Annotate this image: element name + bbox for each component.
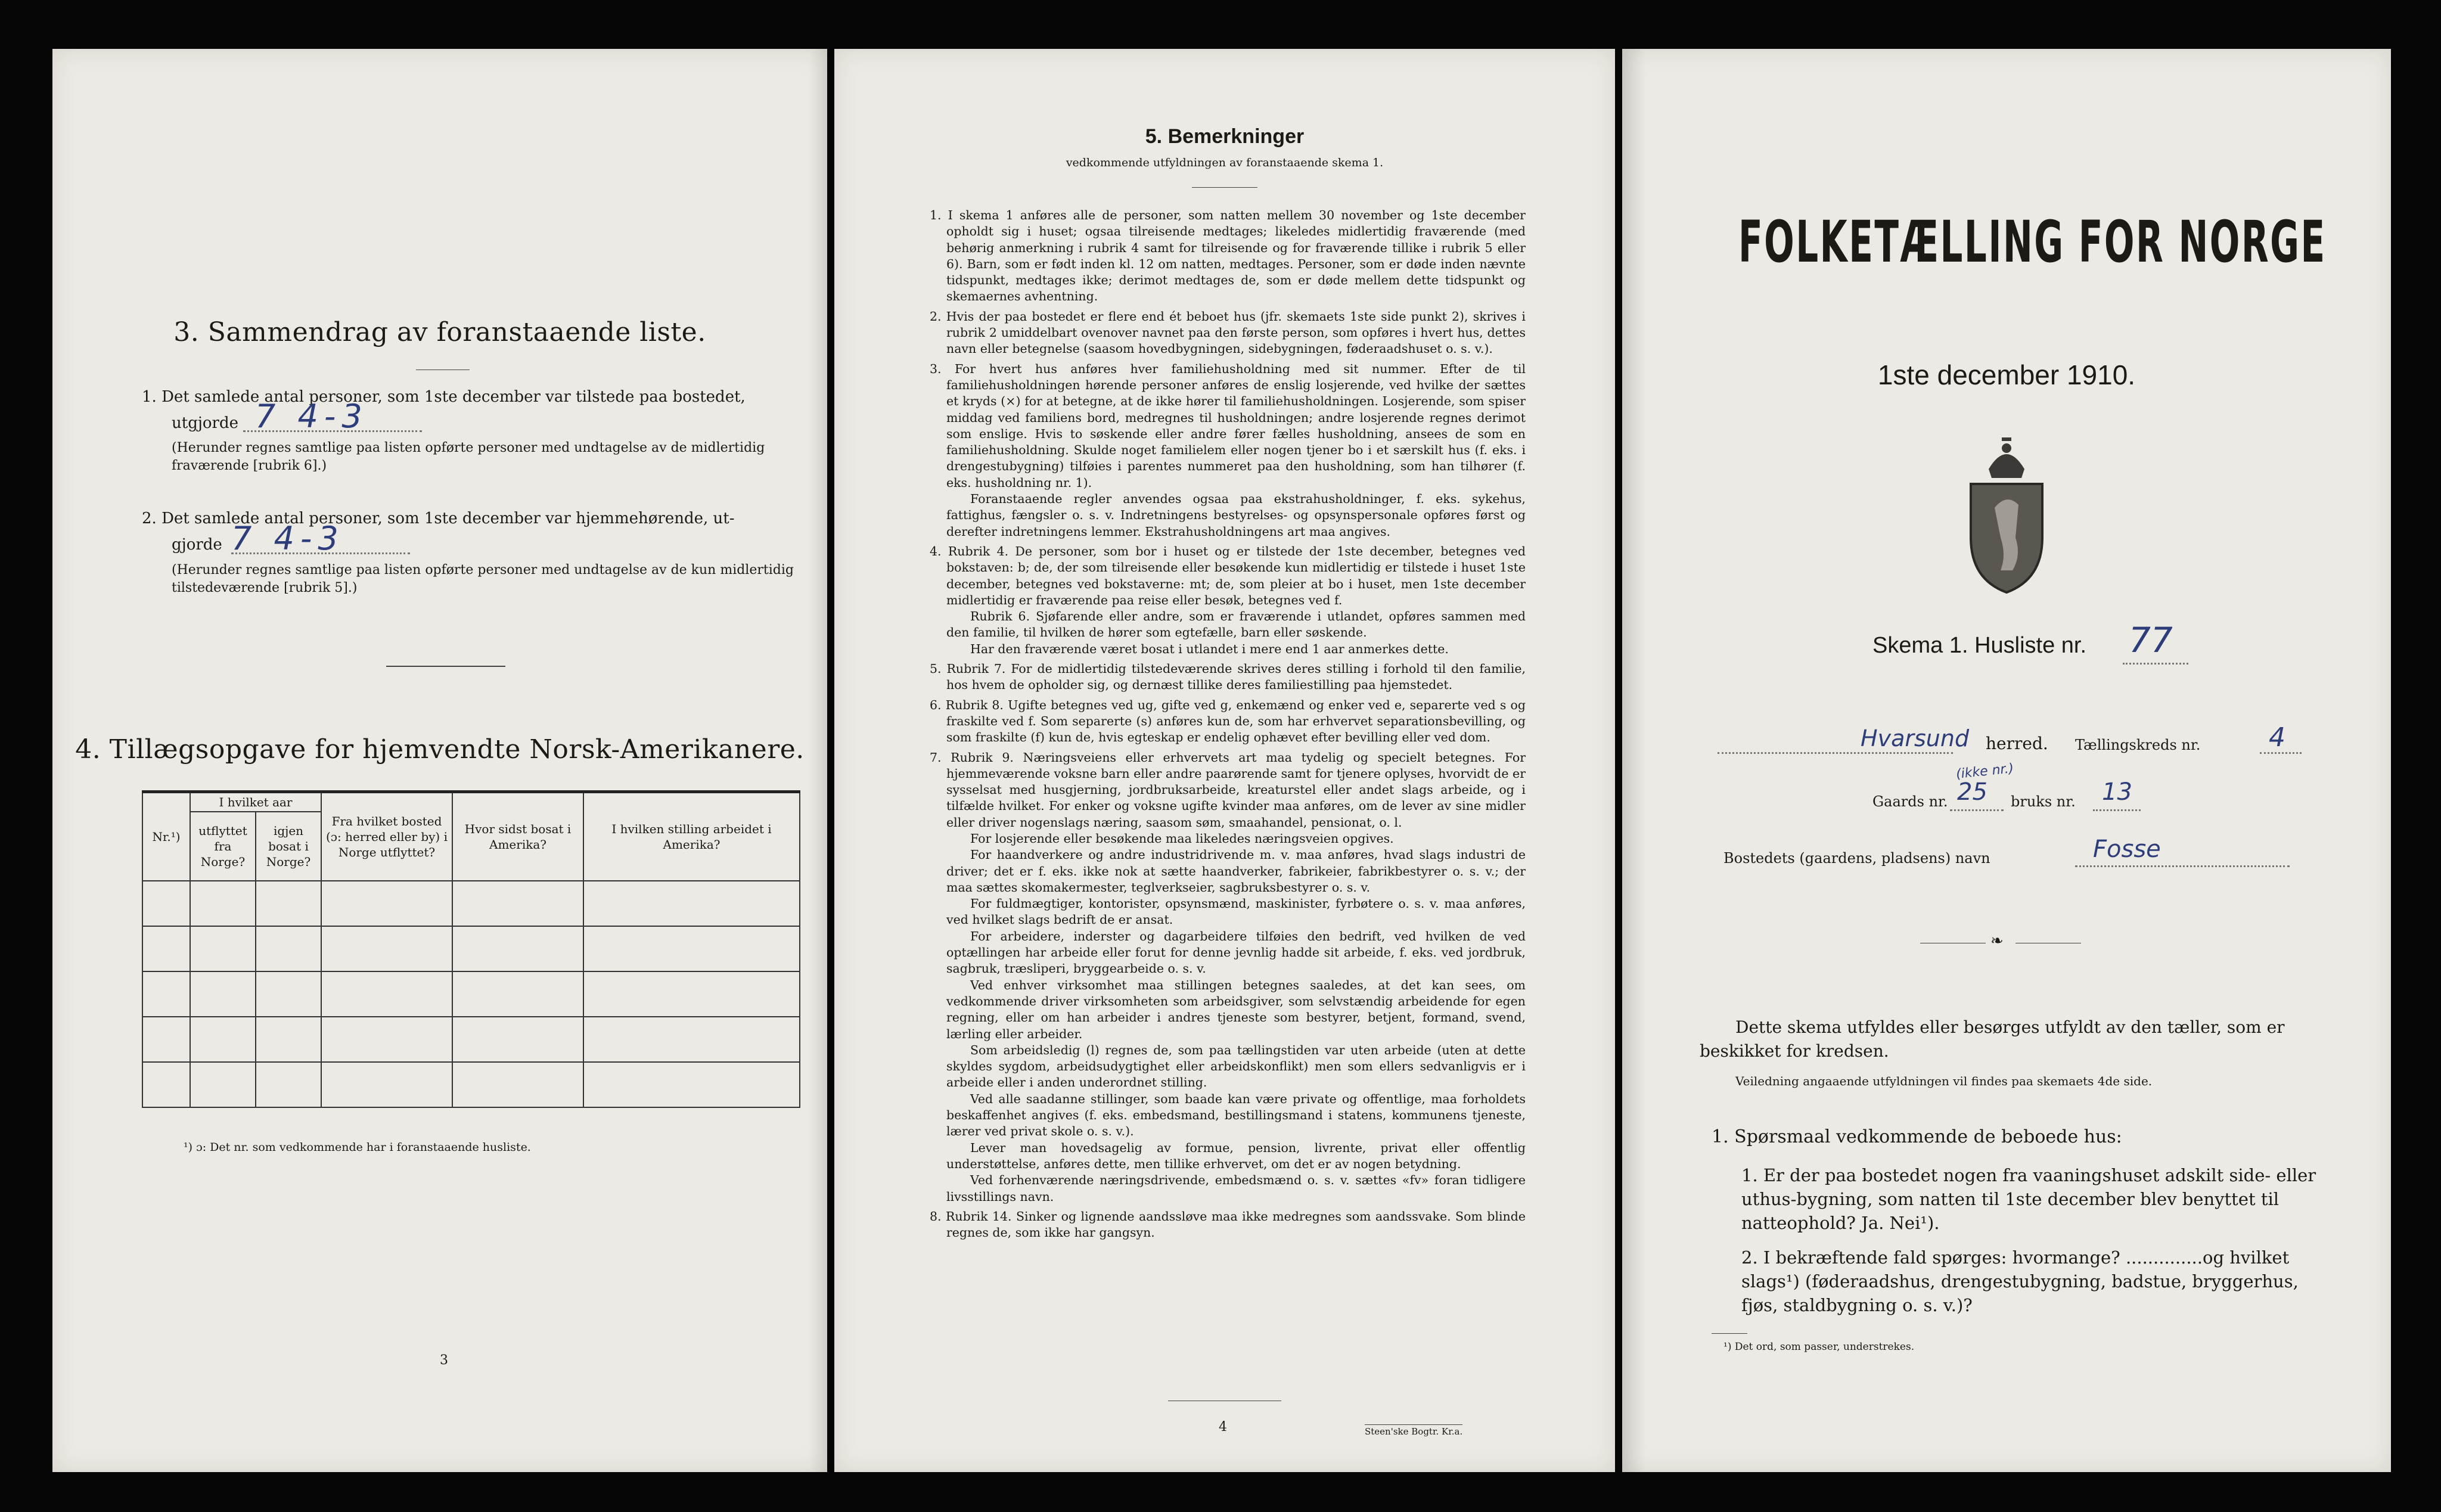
page-number-middle: 4 <box>1219 1420 1227 1435</box>
instruction-text: Dette skema utfyldes eller besørges utfyldt av den tæller, som er beskikket for kredsen. <box>1700 1017 2285 1061</box>
bemerkninger-text <box>930 204 1526 1241</box>
table-row <box>142 881 800 926</box>
col-utflyttet: utflyttet fra Norge? <box>190 812 256 881</box>
bruks-handwritten: 13 <box>2102 778 2132 806</box>
gaards-dotted <box>1950 809 2004 811</box>
printer-credit: Steen'ske Bogtr. Kr.a. <box>1365 1424 1462 1437</box>
page-right <box>1622 49 2391 1472</box>
ornament-icon: ❧ <box>1990 932 2004 950</box>
bosted-handwritten: Fosse <box>2093 836 2161 863</box>
remark-paragraph: Ved alle saadanne stillinger, som baade kan være private og offentlige, maa forholdets beskaffenhet angives (f. eks. embedsmand, bestillingsmand i statens, kommunens tjeneste, lærer ved privat skole o. s. v.). <box>946 1091 1526 1139</box>
remark-paragraph: Ved enhver virksomhet maa stillingen betegnes saaledes, at det kan sees, om vedkommende driver virksomheten som arbeidsgiver, som selvstændig arbeidende for egen regning, eller om han arbeider i andres tjeneste som bestyrer, betjent, formand, svend, lærling eller arbeider. <box>946 977 1526 1041</box>
item2-handwritten: 7 4-3 <box>231 520 344 557</box>
section3-item2: 2. Det samlede antal personer, som 1ste december var hjemmehørende, ut- <box>142 510 735 527</box>
remark-paragraph: 5. Rubrik 7. For de midlertidig tilstedeværende skrives deres stilling i forhold til den familie, hos hvem de opholder sig, og dernæst tillike deres familiestilling paa hjemstedet. <box>930 662 1526 693</box>
remark-paragraph: For arbeidere, inderster og dagarbeidere tilføies den bedrift, ved hvilken de ved optællingen har arbeide eller forut for denne jevnlig hadde sit arbeide, f. eks. ved jordbruk, sagbruk, træsliperi, bryggearbeide o. s. v. <box>946 929 1526 976</box>
col-hvor-sidst: Hvor sidst bosat i Amerika? <box>452 792 583 881</box>
bosted-dotted <box>2075 865 2290 867</box>
husliste-number: 77 <box>2129 620 2173 660</box>
section3-item1: 1. Det samlede antal personer, som 1ste december var tilstede paa bostedet, <box>142 388 746 406</box>
census-date: 1ste december 1910. <box>1877 359 2136 390</box>
question-2: 2. I bekræftende fald spørges: hvormange? ..............og hvilket slags¹) (føderaadshus, drengestubygning, badstue, bryggerhus, fjøs, staldbygning o. s. v.)? <box>1741 1247 2299 1315</box>
schema-label: Skema 1. Husliste nr. <box>1872 633 2087 658</box>
item2-label: gjorde <box>172 536 222 554</box>
right-footnote: ¹) Det ord, som passer, understrekes. <box>1723 1341 1915 1353</box>
col-stilling: I hvilken stilling arbeidet i Amerika? <box>583 792 800 881</box>
remark-paragraph: 3. For hvert hus anføres hver familiehusholdning med sit nummer. Efter de til familiehusholdningen hørende personer anføres de enslig losjerende, ved hvilke der sættes et kryds (×) for at betegne, at de ikke hører til familiehusholdningen. Losjerende, som spiser middag ved familiens bord, medregnes til husholdningen; andre losjerende regnes derimot som enslige. Hvis to søskende eller andre fører fælles husholdning, ansees de som en familiehusholdning. Skulde noget familielem eller nogen tjener bo i et særskilt hus (f. eks. i drengestubygning) tilføies i parentes nummeret paa den husholdning, som han tilhører (f. eks. husholdning nr. 1). <box>930 361 1526 490</box>
kreds-dotted <box>2260 752 2302 754</box>
question-1: 1. Er der paa bostedet nogen fra vaaningshuset adskilt side- eller uthus-bygning, som natten til 1ste december blev benyttet til natteophold? Ja. Nei¹). <box>1741 1165 2316 1233</box>
remark-paragraph: Foranstaaende regler anvendes ogsaa paa ekstrahusholdninger, f. eks. sykehus, fattighus, fængsler o. s. v. Indretningens bestyrelses- og opsynspersonale opføres først og derefter indretningens lemmer. Ekstrahusholdningens art maa angives. <box>946 492 1526 539</box>
col-fra-bosted: Fra hvilket bosted (ɔ: herred eller by) i Norge utflyttet? <box>321 792 452 881</box>
bruks-dotted <box>2093 809 2141 811</box>
bemerkninger-subtitle: vedkommende utfyldningen av foranstaaende skema 1. <box>1066 156 1384 169</box>
remark-paragraph: 4. Rubrik 4. De personer, som bor i huset og er tilstede der 1ste december, betegnes ved bokstaven: b; de, der som tilreisende eller besøkende kun midlertidig er tilstede i huset 1ste december, betegnes ved bokstaverne: mt; de, som pleier at bo i huset, men 1ste december midlertidig er fraværende paa reise eller besøk, betegnes ved f. <box>930 544 1526 607</box>
questions-heading: 1. Spørsmaal vedkommende de beboede hus: <box>1712 1126 2122 1147</box>
section3-title: 3. Sammendrag av foranstaaende liste. <box>173 317 706 347</box>
fold-shadow <box>809 49 833 1472</box>
item1-note: (Herunder regnes samtlige paa listen opførte personer med undtagelse av de midlertidig fraværende [rubrik 6].) <box>172 440 765 473</box>
norsk-amerikanere-table <box>142 790 800 1108</box>
annotation-handwritten: (ikke nr.) <box>1955 760 2015 783</box>
item1-label: utgjorde <box>172 414 239 432</box>
page-middle <box>834 49 1615 1472</box>
herred-label: herred. <box>1986 734 2048 753</box>
page-number-left: 3 <box>440 1353 448 1368</box>
table-row <box>142 971 800 1017</box>
fold-shadow <box>1622 49 1646 1472</box>
herred-handwritten: Hvarsund <box>1861 725 1970 752</box>
remark-paragraph: 8. Rubrik 14. Sinker og lignende aandssløve maa ikke medregnes som aandssvake. Som blinde regnes de, som ikke har gangsyn. <box>930 1209 1526 1240</box>
remark-paragraph: For fuldmægtiger, kontorister, opsynsmænd, maskinister, fyrbøtere o. s. v. maa anføres, ved hvilket slags bedrift de er ansat. <box>946 896 1526 927</box>
remark-paragraph: 2. Hvis der paa bostedet er flere end ét beboet hus (jfr. skemaets 1ste side punkt 2), skrives i rubrik 2 umiddelbart ovenover navnet paa den første person, som opføres i hvert hus, dettes navn eller betegnelse (saasom hovedbygningen, sidebygningen, føderaadshuset o. s. v.). <box>930 309 1526 356</box>
page-left <box>52 49 827 1472</box>
remark-paragraph: 1. I skema 1 anføres alle de personer, som natten mellem 30 november og 1ste december opholdt sig i huset; ogsaa tilreisende medtages; likeledes midlertidig fraværende (med behørig anmerkning i rubrik 4 samt for tilreisende og for fraværende tillike i rubrik 5 eller 6). Barn, som er født inden kl. 12 om natten, medtages. Personer, som er døde inden nævnte tidspunkt, medtages ikke; derimot medtages de, som er døde mellem dette tidspunkt og skemaernes avhentning. <box>930 208 1526 304</box>
table-footnote: ¹) ɔ: Det nr. som vedkommende har i foranstaaende husliste. <box>184 1141 531 1154</box>
bosted-label: Bostedets (gaardens, pladsens) navn <box>1723 850 1990 867</box>
remark-paragraph: Lever man hovedsagelig av formue, pension, livrente, privat eller offentlig understøttelse, anføres dette, men tillike erhvervet, om det er av nogen betydning. <box>946 1140 1526 1171</box>
item2-note: (Herunder regnes samtlige paa listen opførte personer med undtagelse av de kun midlertidig tilstedeværende [rubrik 5].) <box>172 563 794 595</box>
remark-paragraph: Som arbeidsledig (l) regnes de, som paa tællingstiden var uten arbeide (uten at dette skyldes sygdom, arbeidsudygtighet eller arbeidskonflikt) men som ellers sedvanligvis er i arbeide eller i anden underordnet stilling. <box>946 1042 1526 1090</box>
remark-paragraph: 6. Rubrik 8. Ugifte betegnes ved ug, gifte ved g, enkemænd og enker ved e, separerte ved s og fraskilte ved f. Som separerte (s) anføres kun de, som har erhvervet separationsbevilling, og som fraskilte (f) kun de, hvis egteskap er endelig ophævet efter bevilling eller ved dom. <box>930 697 1526 745</box>
footnote-rule <box>1712 1333 1747 1334</box>
col-nr: Nr.¹) <box>142 792 190 881</box>
remark-paragraph: Har den fraværende været bosat i utlandet i mere end 1 aar anmerkes dette. <box>970 641 1449 656</box>
section-divider <box>386 666 505 667</box>
remark-paragraph: For losjerende eller besøkende maa likeledes næringsveien opgives. <box>970 831 1394 846</box>
husliste-dotted <box>2123 663 2188 665</box>
table-row <box>142 926 800 971</box>
veiledning-text: Veiledning angaaende utfyldningen vil findes paa skemaets 4de side. <box>1735 1074 2153 1088</box>
remark-paragraph: Ved forhenværende næringsdrivende, embedsmænd o. s. v. sættes «fv» foran tidligere livsstillings navn. <box>946 1173 1526 1204</box>
gaards-label: Gaards nr. <box>1872 793 1948 810</box>
bemerkninger-title: 5. Bemerkninger <box>1145 125 1305 148</box>
gaards-handwritten: 25 <box>1957 778 1987 806</box>
table-row <box>142 1017 800 1062</box>
table-row <box>142 1062 800 1107</box>
remark-paragraph: 7. Rubrik 9. Næringsveiens eller erhvervets art maa tydelig og specielt betegnes. For hjemmeværende voksne barn eller andre paarørende samt for tjenere oplyses, hvorvidt de er sysselsat med husgjerning, jordbruksarbeide, kreaturstel eller andet slags arbeide, og i tilfælde hvilket. For enker og voksne ugifte kvinder maa anføres, om de lever av sine midler eller driver nogenslags næring, saasom søm, smaahandel, pensionat, o. l. <box>930 750 1526 830</box>
kreds-label: Tællingskreds nr. <box>2075 737 2201 753</box>
section4-title: 4. Tillægsopgave for hjemvendte Norsk-Amerikanere. <box>75 734 805 765</box>
remark-paragraph: For haandverkere og andre industridrivende m. v. maa anføres, hvad slags industri de driver; det er f. eks. ikke nok at sætte haandverker, fabrikeier, fabrikbestyrer o. s. v.; der maa sættes skomakermester, teglverkseier, sagbruksbestyrer o. s. v. <box>946 847 1526 895</box>
item1-handwritten: 7 4-3 <box>255 398 368 435</box>
remark-paragraph: Rubrik 6. Sjøfarende eller andre, som er fraværende i utlandet, opføres sammen med den familie, til hvilken de hører som egtefælle, barn eller søskende. <box>946 609 1526 640</box>
main-title: FOLKETÆLLING FOR NORGE <box>1738 209 2327 275</box>
coat-of-arms-icon <box>1959 436 2054 596</box>
kreds-handwritten: 4 <box>2269 722 2285 753</box>
subtitle-divider <box>1192 187 1257 188</box>
bruks-label: bruks nr. <box>2011 793 2076 810</box>
col-igjen: igjen bosat i Norge? <box>256 812 321 881</box>
col-group-aar: I hvilket aar <box>190 792 321 812</box>
herred-dotted <box>1718 752 1953 754</box>
